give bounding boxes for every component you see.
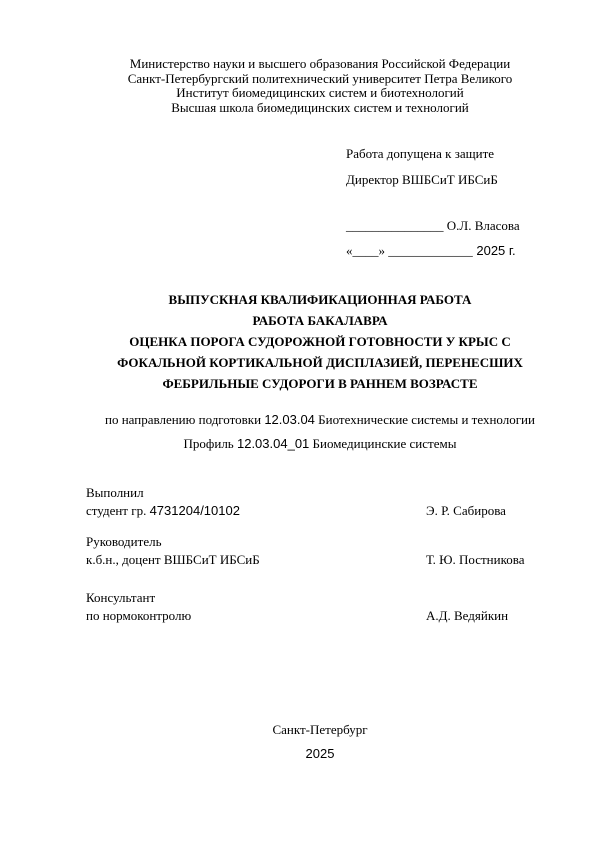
supervisor-position: к.б.н., доцент ВШБСиТ ИБСиБ bbox=[86, 552, 260, 567]
director-name: О.Л. Власова bbox=[443, 218, 520, 233]
institute-line: Институт биомедицинских систем и биотехнологий bbox=[176, 85, 464, 100]
ministry-line: Министерство науки и высшего образования Российской Федерации bbox=[129, 56, 511, 71]
thesis-title-line-3: ФЕБРИЛЬНЫЕ СУДОРОГИ В РАННЕМ ВОЗРАСТЕ bbox=[162, 376, 478, 391]
approval-director-title: Директор ВШБСиТ ИБСиБ bbox=[346, 172, 498, 187]
direction-name: Биотехнические системы и технологии bbox=[314, 412, 535, 427]
direction-code: 12.03.04 bbox=[264, 412, 315, 427]
signature-blank: _______________ bbox=[346, 218, 444, 233]
institution-header bbox=[0, 57, 595, 115]
approval-date-line bbox=[346, 243, 516, 259]
profile-code: 12.03.04_01 bbox=[236, 436, 310, 451]
date-year: 2025 г. bbox=[472, 243, 516, 258]
approval-signature-line bbox=[346, 218, 520, 234]
author-name: Э. Р. Сабирова bbox=[426, 503, 506, 518]
thesis-title-line-1: ОЦЕНКА ПОРОГА СУДОРОЖНОЙ ГОТОВНОСТИ У КРЫС С bbox=[129, 334, 511, 349]
profile-prefix: Профиль bbox=[183, 436, 237, 451]
thesis-title-block bbox=[0, 289, 595, 394]
consultant-position: по нормоконтролю bbox=[86, 608, 192, 623]
supervisor-role: Руководитель bbox=[86, 534, 162, 549]
approval-admitted: Работа допущена к защите bbox=[346, 146, 495, 161]
consultant-name: А.Д. Ведяйкин bbox=[426, 608, 509, 623]
consultant-role: Консультант bbox=[86, 590, 156, 605]
footer-year: 2025 bbox=[305, 746, 335, 761]
footer-city: Санкт-Петербург bbox=[272, 722, 368, 737]
date-day-blank: «____» bbox=[346, 243, 385, 258]
school-line: Высшая школа биомедицинских систем и технологий bbox=[171, 99, 469, 115]
thesis-title-line-2: ФОКАЛЬНОЙ КОРТИКАЛЬНОЙ ДИСПЛАЗИЕЙ, ПЕРЕНЕСШИХ bbox=[117, 355, 523, 370]
author-role: Выполнил bbox=[86, 485, 144, 500]
work-type-line: ВЫПУСКНАЯ КВАЛИФИКАЦИОННАЯ РАБОТА bbox=[168, 292, 472, 307]
author-group: 4731204/10102 bbox=[149, 503, 240, 518]
direction-prefix: по направлению подготовки bbox=[105, 412, 265, 427]
study-profile bbox=[0, 436, 595, 452]
author-position bbox=[86, 503, 240, 519]
university-line: Санкт-Петербургский политехнический университет Петра Великого bbox=[127, 70, 513, 86]
supervisor-name: Т. Ю. Постникова bbox=[426, 552, 525, 567]
degree-line: РАБОТА БАКАЛАВРА bbox=[252, 313, 388, 328]
author-position-prefix: студент гр. bbox=[86, 503, 150, 518]
date-month-blank: _____________ bbox=[388, 243, 473, 258]
profile-name: Биомедицинские системы bbox=[309, 436, 457, 451]
study-direction bbox=[0, 412, 595, 428]
